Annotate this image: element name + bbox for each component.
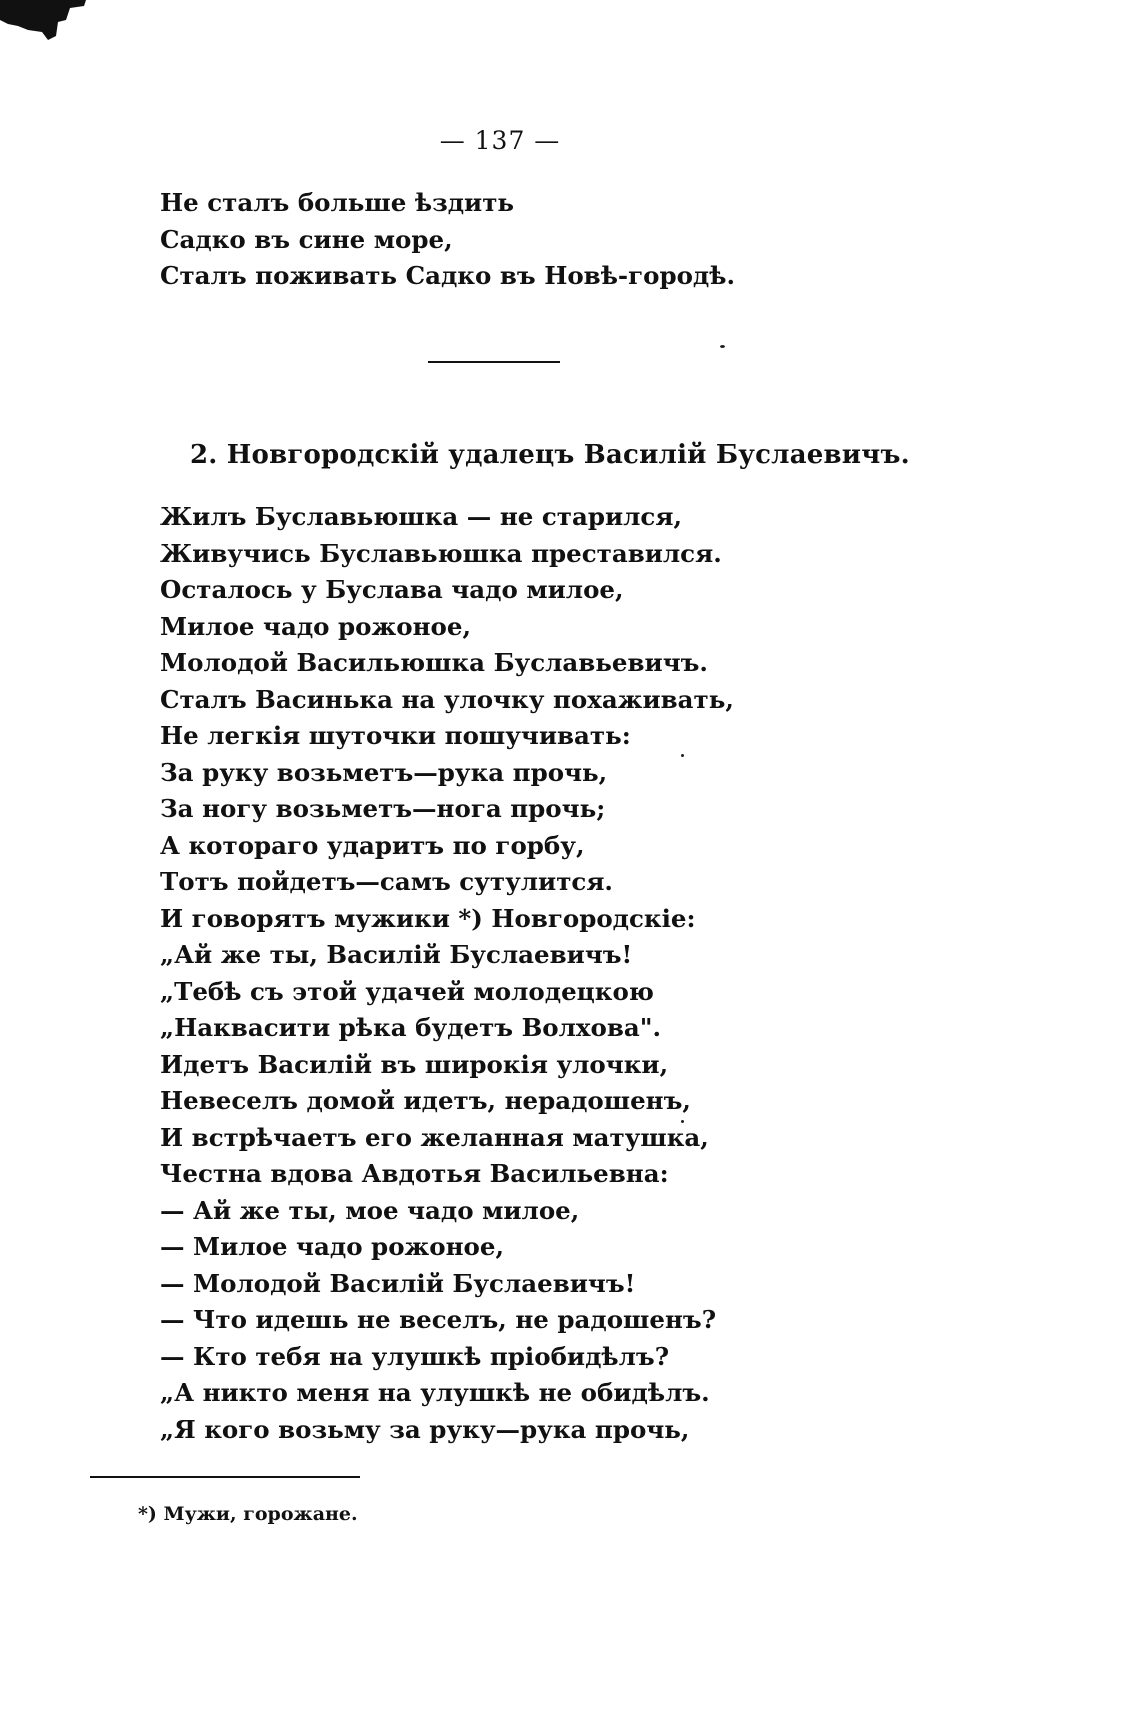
verse-line: А котораго ударитъ по горбу, xyxy=(160,830,585,860)
verse-line: Идетъ Василій въ широкія улочки, xyxy=(160,1049,669,1079)
verse-line: Невеселъ домой идетъ, нерадошенъ, xyxy=(160,1086,691,1115)
verse-line: „А никто меня на улушкѣ не обидѣлъ. xyxy=(160,1378,710,1407)
verse-line: Осталось у Буслава чадо милое, xyxy=(160,575,624,604)
verse-line: „Я кого возьму за руку—рука прочь, xyxy=(160,1414,690,1444)
footnote-rule xyxy=(90,1476,360,1478)
scan-corner-mark xyxy=(0,0,86,40)
verse-line: Тотъ пойдетъ—самъ сутулится. xyxy=(160,867,613,896)
main-verse xyxy=(160,499,734,1448)
scan-speck xyxy=(720,345,725,348)
section-divider xyxy=(428,361,560,363)
page-number: — 137 — xyxy=(439,126,561,155)
verse-line: Сталъ Васинька на улочку похаживать, xyxy=(160,684,734,714)
section-title: 2. Новгородскій удалецъ Василій Буслаевичъ. xyxy=(190,440,910,470)
verse-line: „Тебѣ съ этой удачей молодецкою xyxy=(160,976,654,1006)
verse-line: Милое чадо рожоное, xyxy=(160,611,471,641)
verse-line: Не сталъ больше ѣздить xyxy=(160,188,515,217)
verse-line: Живучись Буславьюшка преставился. xyxy=(160,538,722,568)
verse-line: Сталъ поживать Садко въ Новѣ-городѣ. xyxy=(160,261,736,290)
verse-line: Жилъ Буславьюшка — не старился, xyxy=(160,502,682,531)
verse-line: — Ай же ты, мое чадо милое, xyxy=(160,1195,580,1225)
verse-line: Не легкія шуточки пошучивать: xyxy=(160,721,631,750)
verse-line: И говорятъ мужики *) Новгородскіе: xyxy=(160,903,696,933)
verse-line: — Молодой Василій Буслаевичъ! xyxy=(160,1268,636,1298)
verse-line: И встрѣчаетъ его желанная матушка, xyxy=(160,1122,709,1152)
verse-line: Молодой Васильюшка Буславьевичъ. xyxy=(160,648,708,677)
verse-line: — Кто тебя на улушкѣ пріобидѣлъ? xyxy=(160,1341,670,1371)
verse-line: „Наквасити рѣка будетъ Волхова". xyxy=(160,1013,662,1042)
verse-line: — Что идешь не веселъ, не радошенъ? xyxy=(160,1305,717,1334)
verse-line: Садко въ сине море, xyxy=(160,224,453,254)
verse-line: Честна вдова Авдотья Васильевна: xyxy=(160,1159,669,1188)
verse-line: За ногу возьметъ—нога прочь; xyxy=(160,794,606,823)
verse-line: За руку возьметъ—рука прочь, xyxy=(160,757,608,787)
footnote: *) Мужи, горожане. xyxy=(138,1503,358,1525)
verse-line: — Милое чадо рожоное, xyxy=(160,1232,505,1261)
verse-line: „Ай же ты, Василій Буслаевичъ! xyxy=(160,940,633,969)
top-verse xyxy=(160,185,735,295)
